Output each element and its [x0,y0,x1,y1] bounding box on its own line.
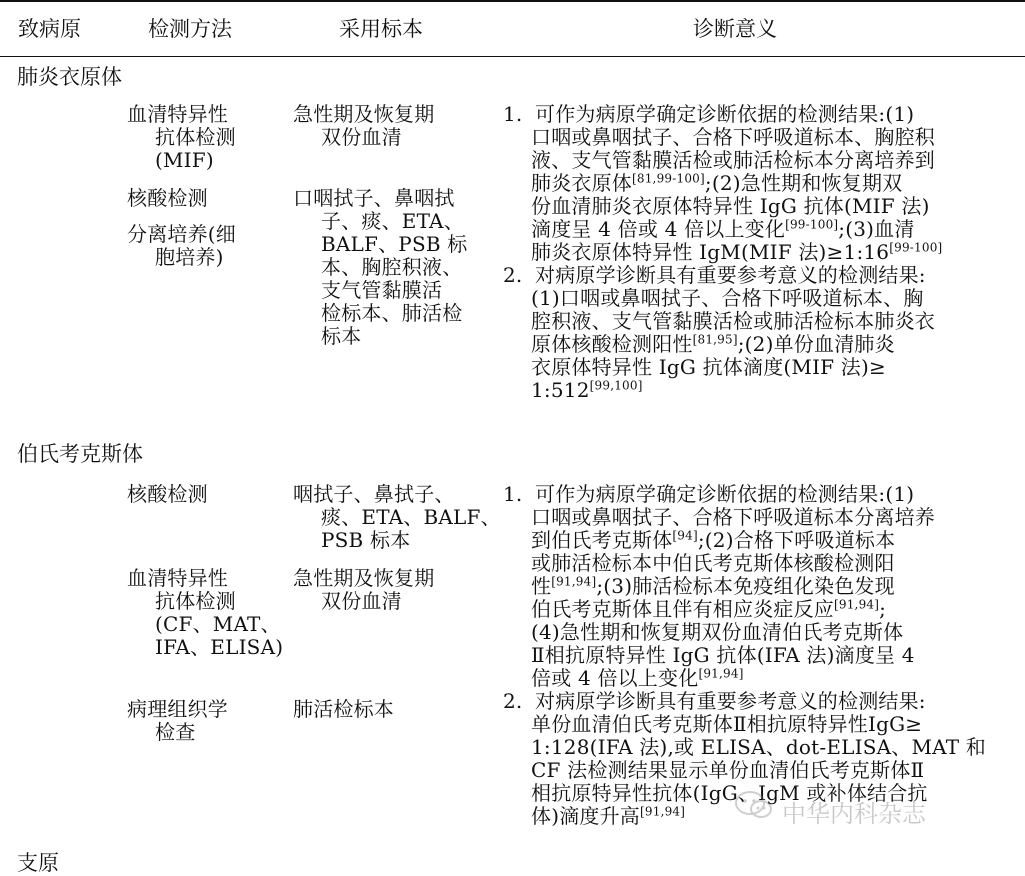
diagnosis-text: ;(3)血清 [838,217,915,241]
diagnosis-line [503,264,1008,287]
diagnosis-number: 1. [503,102,523,126]
diagnosis-text: 滴度呈 4 倍或 4 倍以上变化 [531,217,786,241]
diagnosis-line [503,241,1008,264]
method-line: 病理组织学 [127,697,228,721]
specimen-line: 子、痰、ETA、 [321,209,464,233]
method-cell [127,698,282,744]
method-line: 分离培养(细 [127,222,237,246]
diagnosis-text: ;(3)肺活检标本免疫组化染色发现 [596,574,895,598]
diagnosis-line [503,598,1008,621]
diagnosis-line: 或肺活检标本中伯氏考克斯体核酸检测阳 [531,551,895,575]
diagnosis-line: 口咽或鼻咽拭子、合格下呼吸道标本分离培养 [531,505,935,529]
diagnosis-text: 对病原学诊断具有重要参考意义的检测结果: [535,689,926,713]
diagnosis-line [503,575,1008,598]
diagnosis-line: Ⅱ相抗原特异性 IgG 抗体(IFA 法)滴度呈 4 [531,643,915,667]
diagnosis-line: 份血清肺炎衣原体特异性 IgG 抗体(MIF 法) [531,194,930,218]
diagnosis-text: 性 [531,574,552,598]
citation: [81,95] [692,332,738,347]
specimen-line: 双份血清 [321,125,402,149]
diagnosis-line [503,483,1008,506]
diagnosis-text: 肺炎衣原体特异性 IgM(MIF 法)≥1:16 [531,240,890,264]
specimen-line: 检标本、肺活检 [321,301,463,325]
specimen-line: BALF、PSB 标 [321,232,468,256]
diagnosis-line [503,690,1008,713]
diagnosis-number: 2. [503,689,523,713]
specimen-cell [293,187,478,348]
header-method: 检测方法 [148,17,232,41]
diagnosis-line: 相抗原特异性抗体(IgG、IgM 或补体结合抗 [531,781,928,805]
method-cell [127,567,282,659]
method-line: 抗体检测 [155,589,236,613]
method-line: 抗体检测 [155,125,236,149]
group-title: 肺炎衣原体 [17,65,122,89]
specimen-line: 支气管黏膜活 [321,278,443,302]
diagnosis-line: 1:128(IFA 法),或 ELISA、dot-ELISA、MAT 和 [531,735,987,759]
citation: [91,94] [551,574,597,589]
diagnosis-line: 液、支气管黏膜活检或肺活检标本分离培养到 [531,148,935,172]
header-pathogen: 致病原 [18,17,81,41]
method-line: 胞培养) [155,245,224,269]
diagnosis-text: 可作为病原学确定诊断依据的检测结果:(1) [535,102,915,126]
diagnosis-text: 肺炎衣原体 [531,171,632,195]
diagnosis-text: ;(2)合格下呼吸道标本 [697,528,896,552]
diagnosis-line [503,103,1008,126]
top-rule [0,0,1025,2]
specimen-line: 口咽拭子、鼻咽拭 [293,186,455,210]
diagnosis-line [503,333,1008,356]
specimen-line: 急性期及恢复期 [293,566,435,590]
diagnosis-line [503,667,1008,690]
diagnosis-text: ;(2)单份血清肺炎 [737,332,895,356]
citation: [94] [672,528,698,543]
specimen-line: 急性期及恢复期 [293,102,435,126]
specimen-cell [293,482,501,552]
diagnosis-text: 1:512 [531,378,590,402]
diagnosis-text: ;(2)急性期和恢复期双 [704,171,903,195]
diagnosis-text: 可作为病原学确定诊断依据的检测结果:(1) [535,482,915,506]
citation: [91,94] [698,666,744,681]
citation: [81,99-100] [632,171,705,186]
diagnosis-line [503,172,1008,195]
diagnosis-line: CF 法检测结果显示单份血清伯氏考克斯体Ⅱ [531,758,925,782]
citation: [91,94] [834,597,880,612]
diagnosis-cell [503,483,1008,828]
specimen-line: 本、胸腔积液、 [321,255,463,279]
diagnosis-number: 1. [503,482,523,506]
watermark [734,788,984,828]
specimen-line: 咽拭子、鼻拭子、 [293,482,455,506]
method-line: (MIF) [155,148,214,172]
header-specimen: 采用标本 [339,17,423,41]
header-diagnosis: 诊断意义 [693,17,777,41]
method-cell [127,187,282,210]
diagnosis-line: 衣原体特异性 IgG 抗体滴度(MIF 法)≥ [531,355,886,379]
specimen-line: 痰、ETA、BALF、 [321,505,501,529]
specimen-line: 双份血清 [321,589,402,613]
method-line: 核酸检测 [127,482,208,506]
specimen-cell [293,698,478,721]
diagnosis-line: 单份血清伯氏考克斯体Ⅱ相抗原特异性IgG≥ [531,712,923,736]
method-cell [127,103,282,172]
method-line: 检查 [155,720,196,744]
diagnosis-cell [503,103,1008,402]
method-line: IFA、ELISA) [155,635,284,659]
diagnosis-text: 伯氏考克斯体且伴有相应炎症反应 [531,597,834,621]
header-rule [0,56,1025,57]
method-line: 血清特异性 [127,566,228,590]
citation: [99,100] [589,378,643,393]
diagnosis-line: 口咽或鼻咽拭子、合格下呼吸道标本、胸腔积 [531,125,935,149]
citation: [99-100] [785,217,839,232]
diagnosis-text: 原体核酸检测阳性 [531,332,693,356]
group-title: 伯氏考克斯体 [17,442,143,466]
diagnosis-text: 对病原学诊断具有重要参考意义的检测结果: [535,263,926,287]
diagnosis-line: (1)口咽或鼻咽拭子、合格下呼吸道标本、胸 [531,286,924,310]
diagnosis-text: 倍或 4 倍以上变化 [531,666,699,690]
next-group-fragment: 支原 [17,851,59,875]
diagnosis-line [503,379,1008,402]
diagnosis-text: 到伯氏考克斯体 [531,528,673,552]
specimen-line: 肺活检标本 [293,697,394,721]
diagnosis-number: 2. [503,263,523,287]
method-line: 血清特异性 [127,102,228,126]
watermark-text: 中华内科杂志 [782,800,926,828]
diagnosis-text: 体)滴度升高 [531,804,641,828]
diagnosis-line: 腔积液、支气管黏膜活检或肺活检标本肺炎衣 [531,309,935,333]
method-line: 核酸检测 [127,186,208,210]
wechat-icon [734,788,774,822]
specimen-cell [293,103,478,149]
method-cell [127,483,282,506]
specimen-line: 标本 [321,324,362,348]
diagnosis-line [503,529,1008,552]
diagnosis-line [503,218,1008,241]
citation: [99-100] [889,240,943,255]
diagnosis-line: (4)急性期和恢复期双份血清伯氏考克斯体 [531,620,904,644]
citation: [91,94] [640,804,686,819]
specimen-cell [293,567,478,613]
method-line: (CF、MAT、 [155,612,281,636]
specimen-line: PSB 标本 [321,528,411,552]
diagnosis-text: ; [879,597,887,621]
method-cell [127,223,282,269]
